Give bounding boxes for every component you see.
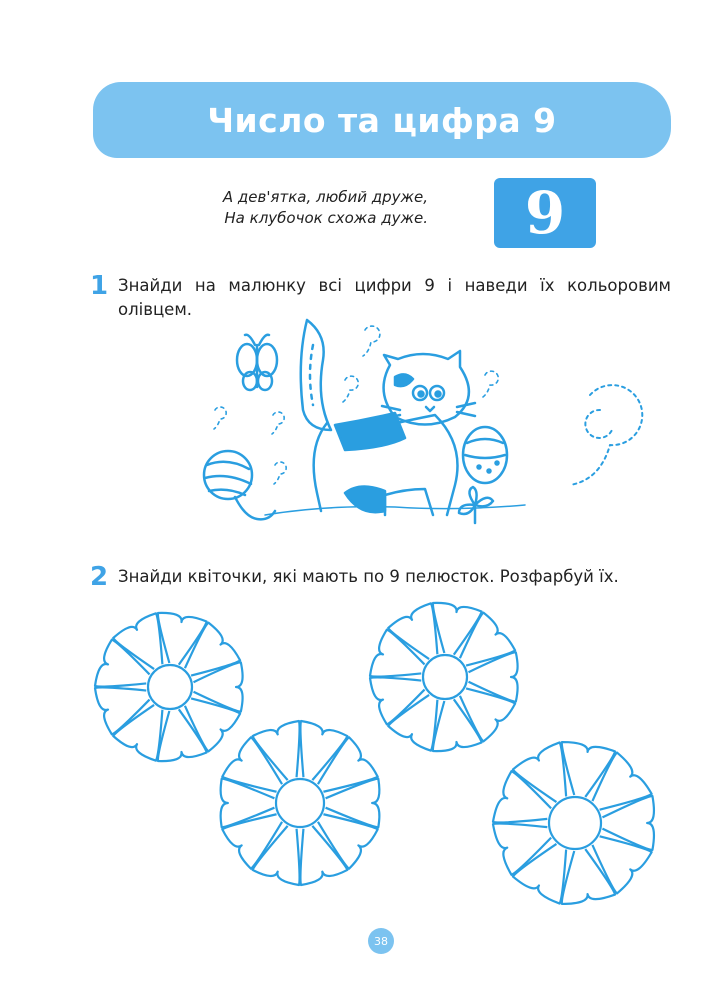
page-number: 38	[368, 928, 394, 954]
butterfly-icon	[237, 335, 277, 390]
big-dotted-nine	[570, 385, 642, 485]
petal	[602, 796, 654, 850]
task-2-number: 2	[90, 562, 109, 592]
daisy-flower-4	[493, 742, 654, 904]
petal	[221, 779, 275, 828]
petal	[493, 824, 551, 875]
task-1-number: 1	[90, 271, 109, 301]
cat-illustration	[195, 315, 665, 530]
petal	[253, 721, 300, 780]
petal	[194, 662, 243, 711]
flower-center	[148, 665, 192, 709]
petal	[185, 623, 240, 676]
petal	[326, 779, 380, 828]
poem-line-2: На клубочок схожа дуже.	[224, 209, 428, 227]
page-title: Число та цифра 9	[207, 100, 557, 140]
poem-line-1: А дев'ятка, любий друже,	[222, 188, 428, 206]
yarn-ball-icon	[204, 451, 275, 519]
daisy-flower-3	[221, 721, 380, 885]
easter-egg-icon	[463, 427, 507, 483]
petal	[388, 695, 437, 751]
petal	[113, 705, 162, 761]
small-flower-icon	[459, 487, 493, 523]
petal	[460, 688, 515, 741]
petal	[300, 721, 347, 780]
flower-center	[276, 779, 324, 827]
task-1-text-line-2: олівцем.	[118, 300, 193, 319]
petal	[513, 844, 566, 904]
petal	[113, 613, 162, 669]
task-2-text: Знайди квіточки, які мають по 9 пелюсток. Розфарбуй їх.	[118, 567, 619, 586]
poem	[150, 187, 428, 229]
daisy-flower-2	[370, 603, 518, 751]
big-digit-card: 9	[494, 178, 596, 248]
petal	[592, 836, 651, 893]
petal	[513, 742, 566, 802]
petal	[592, 753, 651, 810]
petal	[185, 698, 240, 751]
petal	[469, 652, 518, 701]
petal	[253, 826, 300, 885]
task-1-text-line-1: Знайди на малюнку всі цифри 9 і наведи їх кольоровим	[118, 276, 671, 295]
flowers-illustration	[80, 595, 680, 915]
petal	[460, 613, 515, 666]
daisy-flower-1	[95, 613, 243, 761]
flower-center	[549, 797, 601, 849]
title-banner	[93, 82, 671, 158]
petal	[388, 603, 437, 659]
petal	[95, 687, 150, 734]
flower-center	[423, 655, 467, 699]
petal	[370, 677, 425, 724]
petal	[300, 826, 347, 885]
